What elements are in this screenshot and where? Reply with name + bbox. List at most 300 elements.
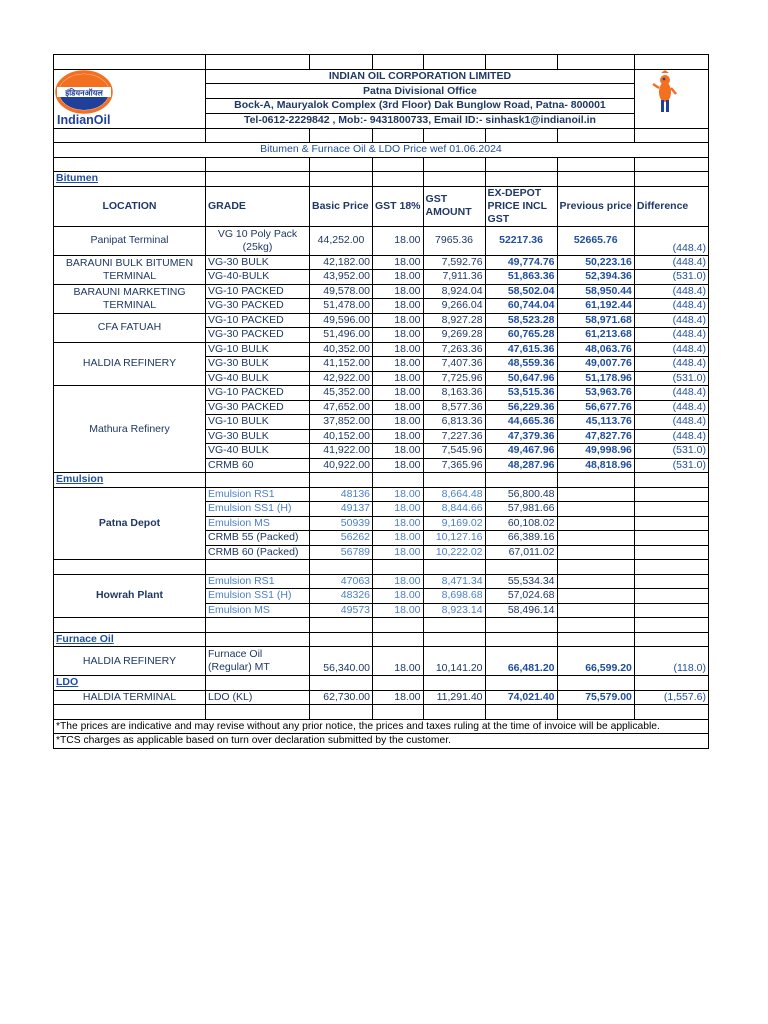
gst-amount-cell: 7,407.36 [423, 357, 485, 372]
mascot-icon [635, 70, 708, 124]
basic-price-cell: 49,596.00 [310, 313, 373, 328]
grade-cell: CRMB 55 (Packed) [206, 531, 310, 546]
price-sheet [53, 54, 709, 749]
blank-cell [485, 632, 557, 647]
difference-cell [634, 516, 708, 531]
gst-amount-cell: 7,227.36 [423, 429, 485, 444]
gst-amount-cell: 8,664.48 [423, 487, 485, 502]
blank-cell [557, 157, 634, 172]
grade-cell: VG-40 BULK [206, 371, 310, 386]
blank-cell [634, 172, 708, 187]
difference-cell: (448.4) [634, 226, 708, 255]
exdepot-price-cell: 49,774.76 [485, 255, 557, 270]
basic-price-cell: 51,478.00 [310, 299, 373, 314]
difference-cell: (118.0) [634, 647, 708, 676]
previous-price-cell [557, 487, 634, 502]
gst-amount-cell: 8,163.36 [423, 386, 485, 401]
grade-cell: VG-40-BULK [206, 270, 310, 285]
gst-rate-cell: 18.00 [373, 226, 424, 255]
blank-cell [557, 172, 634, 187]
blank-cell [485, 618, 557, 633]
blank-cell [557, 676, 634, 691]
blank-cell [423, 157, 485, 172]
basic-price-cell: 45,352.00 [310, 386, 373, 401]
blank-cell [373, 676, 424, 691]
blank-cell [485, 157, 557, 172]
blank-cell [557, 705, 634, 720]
previous-price-cell: 49,007.76 [557, 357, 634, 372]
exdepot-price-cell: 56,800.48 [485, 487, 557, 502]
difference-cell: (448.4) [634, 415, 708, 430]
exdepot-price-cell: 48,287.96 [485, 458, 557, 473]
basic-price-cell: 37,852.00 [310, 415, 373, 430]
blank-cell [373, 632, 424, 647]
basic-price-cell: 43,952.00 [310, 270, 373, 285]
blank-cell [557, 632, 634, 647]
difference-cell: (1,557.6) [634, 690, 708, 705]
difference-cell: (531.0) [634, 444, 708, 459]
section-furnace-oil-label: Furnace Oil [54, 632, 206, 647]
basic-price-cell: 42,922.00 [310, 371, 373, 386]
column-location: LOCATION [54, 186, 206, 226]
blank-cell [485, 473, 557, 488]
header-row [54, 69, 709, 84]
blank-cell [634, 618, 708, 633]
gst-rate-cell: 18.00 [373, 342, 424, 357]
grade-cell: VG-40 BULK [206, 444, 310, 459]
blank-row [54, 128, 709, 143]
exdepot-price-cell: 67,011.02 [485, 545, 557, 560]
column-gst-amount: GST AMOUNT [423, 186, 485, 226]
column-basic-price: Basic Price [310, 186, 373, 226]
grade-cell: LDO (KL) [206, 690, 310, 705]
difference-cell [634, 589, 708, 604]
contact-line: Tel-0612-2229842 , Mob:- 9431800733, Email ID:- sinhask1@indianoil.in [206, 113, 635, 128]
blank-cell [423, 128, 485, 143]
exdepot-price-cell: 49,467.96 [485, 444, 557, 459]
previous-price-cell: 48,063.76 [557, 342, 634, 357]
grade-cell: Emulsion RS1 [206, 574, 310, 589]
gst-amount-cell: 8,471.34 [423, 574, 485, 589]
difference-cell: (448.4) [634, 400, 708, 415]
basic-price-cell: 56789 [310, 545, 373, 560]
gst-amount-cell: 8,924.04 [423, 284, 485, 299]
grade-cell: Emulsion RS1 [206, 487, 310, 502]
location-cell: CFA FATUAH [54, 313, 206, 342]
difference-cell: (448.4) [634, 429, 708, 444]
previous-price-cell: 61,213.68 [557, 328, 634, 343]
office-address: Bock-A, Mauryalok Complex (3rd Floor) Dak Bunglow Road, Patna- 800001 [206, 99, 635, 114]
previous-price-cell: 48,818.96 [557, 458, 634, 473]
blank-cell [634, 632, 708, 647]
previous-price-cell: 66,599.20 [557, 647, 634, 676]
gst-amount-cell: 8,844.66 [423, 502, 485, 517]
previous-price-cell [557, 603, 634, 618]
previous-price-cell: 61,192.44 [557, 299, 634, 314]
grade-cell: VG-10 BULK [206, 415, 310, 430]
blank-cell [423, 560, 485, 575]
grade-cell: VG-30 BULK [206, 255, 310, 270]
blank-cell [557, 618, 634, 633]
section-ldo-label: LDO [54, 676, 206, 691]
gst-rate-cell: 18.00 [373, 313, 424, 328]
blank-cell [54, 560, 206, 575]
grade-cell: VG-10 BULK [206, 342, 310, 357]
basic-price-cell: 62,730.00 [310, 690, 373, 705]
note-text: *TCS charges as applicable based on turn over declaration submitted by the customer. [54, 734, 709, 749]
blank-row [54, 55, 709, 70]
previous-price-cell: 53,963.76 [557, 386, 634, 401]
gst-amount-cell: 8,698.68 [423, 589, 485, 604]
gst-rate-cell: 18.00 [373, 487, 424, 502]
basic-price-cell: 44,252.00 [310, 226, 373, 255]
difference-cell [634, 502, 708, 517]
svg-text:IndianOil: IndianOil [57, 112, 111, 127]
blank-cell [423, 676, 485, 691]
exdepot-price-cell: 66,481.20 [485, 647, 557, 676]
gst-rate-cell: 18.00 [373, 458, 424, 473]
gst-rate-cell: 18.00 [373, 531, 424, 546]
section-emulsion [54, 473, 709, 488]
exdepot-price-cell: 66,389.16 [485, 531, 557, 546]
grade-cell: CRMB 60 (Packed) [206, 545, 310, 560]
difference-cell: (448.4) [634, 357, 708, 372]
blank-cell [310, 473, 373, 488]
previous-price-cell: 50,223.16 [557, 255, 634, 270]
previous-price-cell [557, 589, 634, 604]
blank-cell [206, 560, 310, 575]
exdepot-price-cell: 47,379.36 [485, 429, 557, 444]
difference-cell [634, 545, 708, 560]
gst-amount-cell: 7,365.96 [423, 458, 485, 473]
previous-price-cell [557, 502, 634, 517]
basic-price-cell: 49573 [310, 603, 373, 618]
grade-cell: Emulsion SS1 (H) [206, 502, 310, 517]
blank-row [54, 560, 709, 575]
location-cell: Howrah Plant [54, 574, 206, 618]
gst-rate-cell: 18.00 [373, 357, 424, 372]
gst-rate-cell: 18.00 [373, 574, 424, 589]
gst-rate-cell: 18.00 [373, 328, 424, 343]
logo-cell [54, 69, 206, 128]
previous-price-cell: 52,394.36 [557, 270, 634, 285]
location-cell: HALDIA REFINERY [54, 647, 206, 676]
exdepot-price-cell: 57,024.68 [485, 589, 557, 604]
blank-cell [373, 157, 424, 172]
blank-row [54, 618, 709, 633]
basic-price-cell: 48326 [310, 589, 373, 604]
exdepot-price-cell: 53,515.36 [485, 386, 557, 401]
blank-cell [373, 55, 424, 70]
exdepot-price-cell: 58,523.28 [485, 313, 557, 328]
blank-cell [557, 128, 634, 143]
column-exdepot-price: EX-DEPOT PRICE INCL GST [485, 186, 557, 226]
gst-rate-cell: 18.00 [373, 545, 424, 560]
blank-cell [423, 632, 485, 647]
gst-rate-cell: 18.00 [373, 690, 424, 705]
grade-cell: VG-30 PACKED [206, 299, 310, 314]
location-cell: HALDIA TERMINAL [54, 690, 206, 705]
svg-text:इंडियनऑयल: इंडियनऑयल [65, 88, 103, 97]
gst-rate-cell: 18.00 [373, 299, 424, 314]
gst-rate-cell: 18.00 [373, 647, 424, 676]
table-row [54, 386, 709, 401]
blank-cell [373, 128, 424, 143]
column-gst-rate: GST 18% [373, 186, 424, 226]
blank-cell [634, 55, 708, 70]
gst-amount-cell: 8,927.28 [423, 313, 485, 328]
difference-cell: (531.0) [634, 270, 708, 285]
gst-rate-cell: 18.00 [373, 284, 424, 299]
blank-cell [423, 705, 485, 720]
grade-cell: VG-10 PACKED [206, 386, 310, 401]
table-row [54, 487, 709, 502]
table-row [54, 226, 709, 255]
blank-cell [206, 55, 310, 70]
blank-cell [206, 473, 310, 488]
gst-rate-cell: 18.00 [373, 429, 424, 444]
table-row [54, 284, 709, 299]
gst-amount-cell: 7,263.36 [423, 342, 485, 357]
basic-price-cell: 42,182.00 [310, 255, 373, 270]
basic-price-cell: 51,496.00 [310, 328, 373, 343]
difference-cell: (531.0) [634, 458, 708, 473]
difference-cell: (448.4) [634, 284, 708, 299]
gst-rate-cell: 18.00 [373, 255, 424, 270]
difference-cell [634, 574, 708, 589]
blank-cell [634, 473, 708, 488]
gst-rate-cell: 18.00 [373, 502, 424, 517]
basic-price-cell: 49137 [310, 502, 373, 517]
previous-price-cell: 49,998.96 [557, 444, 634, 459]
basic-price-cell: 40,152.00 [310, 429, 373, 444]
previous-price-cell: 51,178.96 [557, 371, 634, 386]
location-cell: Panipat Terminal [54, 226, 206, 255]
subtitle-row [54, 143, 709, 158]
blank-cell [557, 560, 634, 575]
grade-cell: VG-30 PACKED [206, 328, 310, 343]
note-row [54, 719, 709, 734]
gst-amount-cell: 7965.36 [423, 226, 485, 255]
previous-price-cell: 47,827.76 [557, 429, 634, 444]
difference-cell [634, 531, 708, 546]
blank-cell [206, 172, 310, 187]
basic-price-cell: 49,578.00 [310, 284, 373, 299]
section-emulsion-label: Emulsion [54, 473, 206, 488]
grade-cell: VG-30 PACKED [206, 400, 310, 415]
grade-cell: Emulsion SS1 (H) [206, 589, 310, 604]
gst-rate-cell: 18.00 [373, 386, 424, 401]
gst-amount-cell: 10,127.16 [423, 531, 485, 546]
blank-cell [485, 128, 557, 143]
gst-amount-cell: 10,141.20 [423, 647, 485, 676]
grade-cell: VG-30 BULK [206, 357, 310, 372]
note-text: *The prices are indicative and may revise without any prior notice, the prices and taxes ruling at the time of invoice will be applicable. [54, 719, 709, 734]
gst-rate-cell: 18.00 [373, 444, 424, 459]
basic-price-cell: 47,652.00 [310, 400, 373, 415]
blank-cell [557, 473, 634, 488]
blank-cell [310, 172, 373, 187]
blank-cell [310, 128, 373, 143]
exdepot-price-cell: 60,108.02 [485, 516, 557, 531]
previous-price-cell: 58,950.44 [557, 284, 634, 299]
basic-price-cell: 56,340.00 [310, 647, 373, 676]
blank-cell [423, 473, 485, 488]
gst-amount-cell: 8,577.36 [423, 400, 485, 415]
blank-cell [206, 676, 310, 691]
grade-cell: VG-10 PACKED [206, 284, 310, 299]
gst-rate-cell: 18.00 [373, 589, 424, 604]
basic-price-cell: 50939 [310, 516, 373, 531]
grade-cell: CRMB 60 [206, 458, 310, 473]
blank-cell [54, 128, 206, 143]
gst-amount-cell: 9,269.28 [423, 328, 485, 343]
grade-cell: Emulsion MS [206, 516, 310, 531]
indianoil-logo [54, 70, 204, 129]
blank-cell [54, 157, 206, 172]
previous-price-cell [557, 545, 634, 560]
column-difference: Difference [634, 186, 708, 226]
difference-cell: (448.4) [634, 386, 708, 401]
blank-cell [206, 618, 310, 633]
blank-cell [423, 55, 485, 70]
grade-cell: VG 10 Poly Pack (25kg) [206, 226, 310, 255]
grade-cell: Furnace Oil (Regular) MT [206, 647, 310, 676]
note-row [54, 734, 709, 749]
blank-cell [634, 705, 708, 720]
blank-cell [634, 157, 708, 172]
exdepot-price-cell: 55,534.34 [485, 574, 557, 589]
exdepot-price-cell: 47,615.36 [485, 342, 557, 357]
exdepot-price-cell: 56,229.36 [485, 400, 557, 415]
table-row [54, 342, 709, 357]
exdepot-price-cell: 50,647.96 [485, 371, 557, 386]
basic-price-cell: 56262 [310, 531, 373, 546]
exdepot-price-cell: 58,502.04 [485, 284, 557, 299]
basic-price-cell: 47063 [310, 574, 373, 589]
gst-rate-cell: 18.00 [373, 415, 424, 430]
location-cell: Mathura Refinery [54, 386, 206, 473]
previous-price-cell: 52665.76 [557, 226, 634, 255]
office-name: Patna Divisional Office [206, 84, 635, 99]
blank-cell [206, 705, 310, 720]
difference-cell [634, 487, 708, 502]
difference-cell: (448.4) [634, 328, 708, 343]
difference-cell: (448.4) [634, 299, 708, 314]
exdepot-price-cell: 57,981.66 [485, 502, 557, 517]
exdepot-price-cell: 52217.36 [485, 226, 557, 255]
table-row [54, 647, 709, 676]
gst-amount-cell: 9,266.04 [423, 299, 485, 314]
table-row [54, 255, 709, 270]
blank-cell [485, 172, 557, 187]
section-bitumen-label: Bitumen [54, 172, 206, 187]
mascot-cell [634, 69, 708, 128]
section-bitumen [54, 172, 709, 187]
location-cell: Patna Depot [54, 487, 206, 560]
blank-cell [373, 618, 424, 633]
blank-cell [373, 705, 424, 720]
exdepot-price-cell: 51,863.36 [485, 270, 557, 285]
gst-rate-cell: 18.00 [373, 516, 424, 531]
gst-amount-cell: 7,592.76 [423, 255, 485, 270]
gst-amount-cell: 7,911.36 [423, 270, 485, 285]
difference-cell: (448.4) [634, 255, 708, 270]
gst-rate-cell: 18.00 [373, 400, 424, 415]
blank-cell [310, 157, 373, 172]
gst-rate-cell: 18.00 [373, 270, 424, 285]
blank-cell [310, 55, 373, 70]
previous-price-cell [557, 574, 634, 589]
blank-cell [557, 55, 634, 70]
table-row [54, 574, 709, 589]
previous-price-cell: 58,971.68 [557, 313, 634, 328]
blank-cell [423, 618, 485, 633]
difference-cell: (448.4) [634, 342, 708, 357]
section-ldo [54, 676, 709, 691]
gst-amount-cell: 9,169.02 [423, 516, 485, 531]
location-cell: BARAUNI BULK BITUMEN TERMINAL [54, 255, 206, 284]
blank-cell [310, 705, 373, 720]
blank-cell [310, 560, 373, 575]
location-cell: HALDIA REFINERY [54, 342, 206, 386]
previous-price-cell: 75,579.00 [557, 690, 634, 705]
gst-rate-cell: 18.00 [373, 371, 424, 386]
blank-row [54, 157, 709, 172]
blank-cell [373, 560, 424, 575]
basic-price-cell: 40,352.00 [310, 342, 373, 357]
exdepot-price-cell: 60,744.04 [485, 299, 557, 314]
blank-cell [634, 560, 708, 575]
gst-amount-cell: 11,291.40 [423, 690, 485, 705]
blank-cell [54, 55, 206, 70]
table-row [54, 313, 709, 328]
exdepot-price-cell: 58,496.14 [485, 603, 557, 618]
gst-rate-cell: 18.00 [373, 603, 424, 618]
exdepot-price-cell: 74,021.40 [485, 690, 557, 705]
previous-price-cell: 56,677.76 [557, 400, 634, 415]
blank-cell [485, 55, 557, 70]
blank-cell [634, 676, 708, 691]
table-row [54, 690, 709, 705]
blank-cell [310, 618, 373, 633]
column-header-row [54, 186, 709, 226]
difference-cell [634, 603, 708, 618]
location-cell: BARAUNI MARKETING TERMINAL [54, 284, 206, 313]
grade-cell: Emulsion MS [206, 603, 310, 618]
exdepot-price-cell: 48,559.36 [485, 357, 557, 372]
blank-cell [373, 172, 424, 187]
blank-cell [54, 705, 206, 720]
difference-cell: (448.4) [634, 313, 708, 328]
exdepot-price-cell: 44,665.36 [485, 415, 557, 430]
basic-price-cell: 41,152.00 [310, 357, 373, 372]
blank-cell [423, 172, 485, 187]
basic-price-cell: 40,922.00 [310, 458, 373, 473]
blank-cell [310, 676, 373, 691]
column-previous-price: Previous price [557, 186, 634, 226]
blank-cell [206, 632, 310, 647]
exdepot-price-cell: 60,765.28 [485, 328, 557, 343]
blank-cell [373, 473, 424, 488]
difference-cell: (531.0) [634, 371, 708, 386]
grade-cell: VG-10 PACKED [206, 313, 310, 328]
blank-cell [206, 157, 310, 172]
gst-amount-cell: 8,923.14 [423, 603, 485, 618]
grade-cell: VG-30 BULK [206, 429, 310, 444]
column-grade: GRADE [206, 186, 310, 226]
company-name: INDIAN OIL CORPORATION LIMITED [206, 69, 635, 84]
